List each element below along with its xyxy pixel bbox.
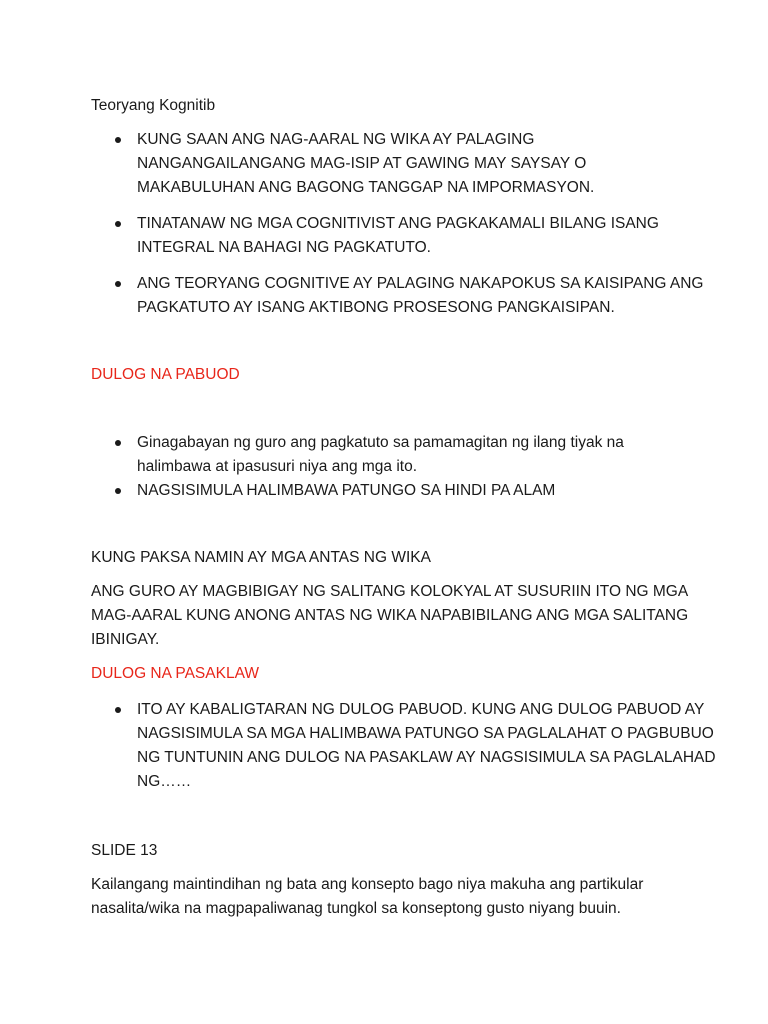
- list-item: [91, 698, 717, 794]
- list-item-text: ANG TEORYANG COGNITIVE AY PALAGING NAKAPOKUS SA KAISIPANG ANG PAGKATUTO AY ISANG AKTIBONG PROSESONG PANGKAISIPAN.: [137, 275, 704, 316]
- list-item: [91, 272, 737, 320]
- list-item: [91, 479, 697, 503]
- heading-dulog-na-pasaklaw: DULOG NA PASAKLAW: [91, 665, 259, 682]
- list-item: [91, 431, 697, 479]
- slide-paragraph: Kailangang maintindihan ng bata ang konsepto bago niya makuha ang partikular nasalita/wika na magpapaliwanag tungkol sa konseptong gusto niyang buuin.: [91, 876, 644, 917]
- list-kognitib: [91, 128, 704, 320]
- list-item-text: TINATANAW NG MGA COGNITIVIST ANG PAGKAKAMALI BILANG ISANG INTEGRAL NA BAHAGI NG PAGKATUTO.: [137, 215, 659, 256]
- list-item-text: Ginagabayan ng guro ang pagkatuto sa pamamagitan ng ilang tiyak na halimbawa at ipasusuri niya ang mga ito.: [137, 434, 624, 475]
- bullet-icon: [115, 440, 121, 446]
- bullet-icon: [115, 281, 121, 287]
- list-pabuod: [91, 431, 691, 503]
- paksa-paragraph: ANG GURO AY MAGBIBIGAY NG SALITANG KOLOKYAL AT SUSURIIN ITO NG MGA MAG-AARAL KUNG ANONG ANTAS NG WIKA NAPABIBILANG ANG MGA SALITANG IBINIGAY.: [91, 583, 689, 648]
- bullet-icon: [115, 707, 121, 713]
- heading-dulog-na-pabuod: DULOG NA PABUOD: [91, 366, 240, 383]
- paksa-line: KUNG PAKSA NAMIN AY MGA ANTAS NG WIKA: [91, 549, 431, 566]
- list-item: [91, 128, 597, 200]
- bullet-icon: [115, 488, 121, 494]
- bullet-icon: [115, 221, 121, 227]
- list-item: [91, 212, 697, 260]
- heading-teoryang-kognitib: Teoryang Kognitib: [91, 97, 216, 114]
- bullet-icon: [115, 137, 121, 143]
- list-item-text: KUNG SAAN ANG NAG-AARAL NG WIKA AY PALAGING NANGANGAILANGANG MAG-ISIP AT GAWING MAY SAYSAY O MAKABULUHAN ANG BAGONG TANGGAP NA IMPORMASYON.: [137, 131, 595, 196]
- list-pasaklaw: [91, 698, 716, 794]
- list-item-text: ITO AY KABALIGTARAN NG DULOG PABUOD. KUNG ANG DULOG PABUOD AY NAGSISIMULA SA MGA HALIMBAWA PATUNGO SA PAGLALAHAT O PAGBUBUO NG TUNTUNIN ANG DULOG NA PASAKLAW AY NAGSISIMULA SA PAGLALAHAD NG……: [137, 701, 716, 790]
- list-item-text: NAGSISIMULA HALIMBAWA PATUNGO SA HINDI PA ALAM: [137, 482, 556, 499]
- slide-label: SLIDE 13: [91, 842, 158, 859]
